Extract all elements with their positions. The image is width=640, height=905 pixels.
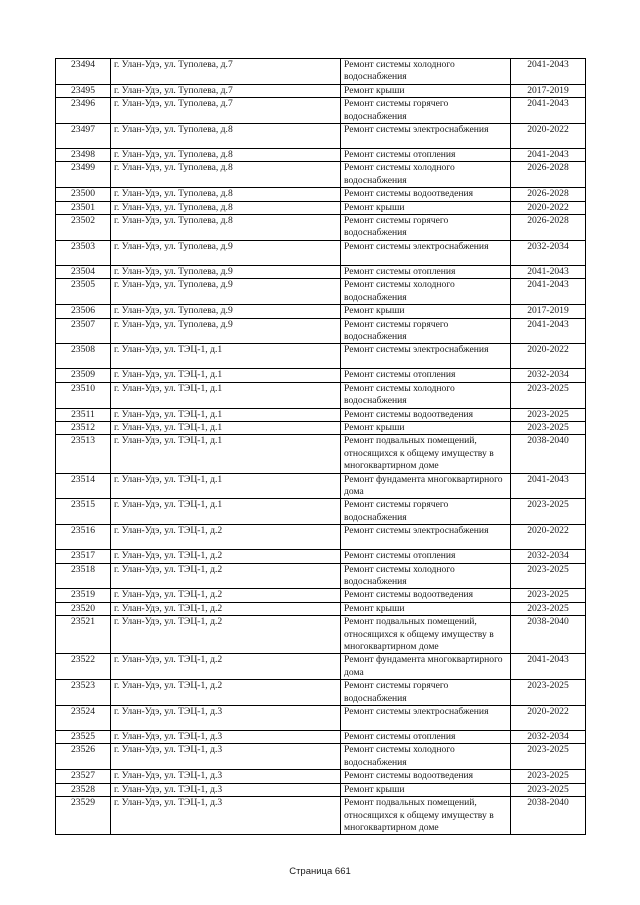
address-cell: г. Улан-Удэ, ул. Туполева, д.8 [111, 124, 341, 149]
address-cell: г. Улан-Удэ, ул. ТЭЦ-1, д.3 [111, 783, 341, 796]
row-number-cell: 23517 [56, 550, 111, 563]
table-body [56, 59, 586, 835]
table-row [56, 59, 586, 85]
table-row [56, 84, 586, 97]
period-cell: 2023-2025 [511, 589, 586, 602]
work-type-cell: Ремонт системы горячего водоснабжения [341, 680, 511, 706]
row-number-cell: 23505 [56, 279, 111, 305]
address-cell: г. Улан-Удэ, ул. ТЭЦ-1, д.3 [111, 770, 341, 783]
table-row [56, 98, 586, 124]
row-number-cell: 23526 [56, 744, 111, 770]
period-cell: 2026-2028 [511, 162, 586, 188]
row-number-cell: 23523 [56, 680, 111, 706]
work-type-cell: Ремонт системы водоотведения [341, 408, 511, 421]
table-row [56, 706, 586, 731]
row-number-cell: 23496 [56, 98, 111, 124]
address-cell: г. Улан-Удэ, ул. ТЭЦ-1, д.1 [111, 499, 341, 525]
work-type-cell: Ремонт крыши [341, 84, 511, 97]
row-number-cell: 23525 [56, 731, 111, 744]
period-cell: 2032-2034 [511, 550, 586, 563]
row-number-cell: 23494 [56, 59, 111, 85]
table-row [56, 616, 586, 654]
work-type-cell: Ремонт системы горячего водоснабжения [341, 98, 511, 124]
work-type-cell: Ремонт системы холодного водоснабжения [341, 162, 511, 188]
address-cell: г. Улан-Удэ, ул. Туполева, д.8 [111, 162, 341, 188]
period-cell: 2041-2043 [511, 149, 586, 162]
row-number-cell: 23529 [56, 797, 111, 835]
work-type-cell: Ремонт системы отопления [341, 550, 511, 563]
row-number-cell: 23504 [56, 265, 111, 278]
period-cell: 2020-2022 [511, 124, 586, 149]
work-type-cell: Ремонт подвальных помещений, относящихся к общему имуществу в многоквартирном доме [341, 435, 511, 473]
address-cell: г. Улан-Удэ, ул. ТЭЦ-1, д.2 [111, 525, 341, 550]
period-cell: 2020-2022 [511, 525, 586, 550]
row-number-cell: 23508 [56, 344, 111, 369]
table-row [56, 305, 586, 318]
address-cell: г. Улан-Удэ, ул. Туполева, д.9 [111, 305, 341, 318]
work-type-cell: Ремонт системы отопления [341, 265, 511, 278]
address-cell: г. Улан-Удэ, ул. ТЭЦ-1, д.2 [111, 550, 341, 563]
work-type-cell: Ремонт фундамента многоквартирного дома [341, 654, 511, 680]
address-cell: г. Улан-Удэ, ул. ТЭЦ-1, д.2 [111, 654, 341, 680]
page-number: Страница 661 [289, 866, 351, 877]
row-number-cell: 23512 [56, 421, 111, 434]
period-cell: 2041-2043 [511, 59, 586, 85]
period-cell: 2023-2025 [511, 744, 586, 770]
address-cell: г. Улан-Удэ, ул. Туполева, д.9 [111, 265, 341, 278]
address-cell: г. Улан-Удэ, ул. ТЭЦ-1, д.1 [111, 473, 341, 499]
table-row [56, 215, 586, 241]
period-cell: 2041-2043 [511, 654, 586, 680]
table-row [56, 149, 586, 162]
table-row [56, 265, 586, 278]
table-row [56, 279, 586, 305]
table-row [56, 499, 586, 525]
address-cell: г. Улан-Удэ, ул. ТЭЦ-1, д.2 [111, 616, 341, 654]
row-number-cell: 23528 [56, 783, 111, 796]
address-cell: г. Улан-Удэ, ул. Туполева, д.9 [111, 318, 341, 344]
table-row [56, 602, 586, 615]
table-row [56, 435, 586, 473]
work-type-cell: Ремонт системы электроснабжения [341, 706, 511, 731]
row-number-cell: 23502 [56, 215, 111, 241]
address-cell: г. Улан-Удэ, ул. ТЭЦ-1, д.2 [111, 589, 341, 602]
address-cell: г. Улан-Удэ, ул. Туполева, д.8 [111, 215, 341, 241]
table-row [56, 369, 586, 382]
period-cell: 2020-2022 [511, 201, 586, 214]
address-cell: г. Улан-Удэ, ул. ТЭЦ-1, д.1 [111, 382, 341, 408]
work-type-cell: Ремонт системы водоотведения [341, 770, 511, 783]
period-cell: 2041-2043 [511, 279, 586, 305]
row-number-cell: 23524 [56, 706, 111, 731]
work-type-cell: Ремонт системы холодного водоснабжения [341, 59, 511, 85]
period-cell: 2020-2022 [511, 706, 586, 731]
table-row [56, 589, 586, 602]
row-number-cell: 23511 [56, 408, 111, 421]
table-row [56, 525, 586, 550]
address-cell: г. Улан-Удэ, ул. Туполева, д.7 [111, 59, 341, 85]
address-cell: г. Улан-Удэ, ул. ТЭЦ-1, д.1 [111, 421, 341, 434]
table-row [56, 421, 586, 434]
table-row [56, 731, 586, 744]
table-row [56, 744, 586, 770]
table-row [56, 188, 586, 201]
address-cell: г. Улан-Удэ, ул. ТЭЦ-1, д.2 [111, 680, 341, 706]
period-cell: 2038-2040 [511, 797, 586, 835]
row-number-cell: 23522 [56, 654, 111, 680]
row-number-cell: 23503 [56, 240, 111, 265]
work-type-cell: Ремонт системы электроснабжения [341, 124, 511, 149]
work-type-cell: Ремонт системы водоотведения [341, 188, 511, 201]
work-type-cell: Ремонт крыши [341, 201, 511, 214]
address-cell: г. Улан-Удэ, ул. Туполева, д.8 [111, 201, 341, 214]
address-cell: г. Улан-Удэ, ул. Туполева, д.7 [111, 98, 341, 124]
table-row [56, 680, 586, 706]
work-type-cell: Ремонт системы электроснабжения [341, 525, 511, 550]
work-type-cell: Ремонт системы отопления [341, 731, 511, 744]
period-cell: 2020-2022 [511, 344, 586, 369]
work-type-cell: Ремонт системы электроснабжения [341, 344, 511, 369]
table-row [56, 797, 586, 835]
table-row [56, 770, 586, 783]
work-type-cell: Ремонт системы электроснабжения [341, 240, 511, 265]
work-type-cell: Ремонт системы отопления [341, 149, 511, 162]
address-cell: г. Улан-Удэ, ул. ТЭЦ-1, д.1 [111, 369, 341, 382]
table-row [56, 563, 586, 589]
row-number-cell: 23510 [56, 382, 111, 408]
period-cell: 2032-2034 [511, 240, 586, 265]
work-type-cell: Ремонт крыши [341, 783, 511, 796]
period-cell: 2023-2025 [511, 770, 586, 783]
table-row [56, 550, 586, 563]
period-cell: 2026-2028 [511, 188, 586, 201]
row-number-cell: 23498 [56, 149, 111, 162]
table-row [56, 344, 586, 369]
row-number-cell: 23506 [56, 305, 111, 318]
period-cell: 2023-2025 [511, 408, 586, 421]
period-cell: 2038-2040 [511, 616, 586, 654]
table-row [56, 783, 586, 796]
table-row [56, 408, 586, 421]
period-cell: 2032-2034 [511, 369, 586, 382]
address-cell: г. Улан-Удэ, ул. Туполева, д.8 [111, 188, 341, 201]
period-cell: 2038-2040 [511, 435, 586, 473]
row-number-cell: 23497 [56, 124, 111, 149]
work-type-cell: Ремонт системы горячего водоснабжения [341, 215, 511, 241]
table-row [56, 124, 586, 149]
row-number-cell: 23500 [56, 188, 111, 201]
row-number-cell: 23519 [56, 589, 111, 602]
table-row [56, 162, 586, 188]
row-number-cell: 23518 [56, 563, 111, 589]
address-cell: г. Улан-Удэ, ул. ТЭЦ-1, д.3 [111, 731, 341, 744]
table-row [56, 473, 586, 499]
repair-schedule-table [55, 58, 586, 835]
row-number-cell: 23514 [56, 473, 111, 499]
row-number-cell: 23516 [56, 525, 111, 550]
work-type-cell: Ремонт крыши [341, 305, 511, 318]
address-cell: г. Улан-Удэ, ул. Туполева, д.8 [111, 149, 341, 162]
table-row [56, 654, 586, 680]
work-type-cell: Ремонт системы горячего водоснабжения [341, 318, 511, 344]
row-number-cell: 23515 [56, 499, 111, 525]
work-type-cell: Ремонт крыши [341, 421, 511, 434]
period-cell: 2023-2025 [511, 382, 586, 408]
address-cell: г. Улан-Удэ, ул. Туполева, д.7 [111, 84, 341, 97]
period-cell: 2041-2043 [511, 265, 586, 278]
address-cell: г. Улан-Удэ, ул. ТЭЦ-1, д.3 [111, 797, 341, 835]
address-cell: г. Улан-Удэ, ул. ТЭЦ-1, д.1 [111, 435, 341, 473]
work-type-cell: Ремонт подвальных помещений, относящихся к общему имуществу в многоквартирном доме [341, 797, 511, 835]
work-type-cell: Ремонт системы холодного водоснабжения [341, 279, 511, 305]
address-cell: г. Улан-Удэ, ул. ТЭЦ-1, д.3 [111, 706, 341, 731]
row-number-cell: 23520 [56, 602, 111, 615]
address-cell: г. Улан-Удэ, ул. Туполева, д.9 [111, 279, 341, 305]
address-cell: г. Улан-Удэ, ул. Туполева, д.9 [111, 240, 341, 265]
period-cell: 2023-2025 [511, 783, 586, 796]
period-cell: 2041-2043 [511, 473, 586, 499]
period-cell: 2023-2025 [511, 499, 586, 525]
address-cell: г. Улан-Удэ, ул. ТЭЦ-1, д.2 [111, 563, 341, 589]
work-type-cell: Ремонт системы холодного водоснабжения [341, 382, 511, 408]
period-cell: 2041-2043 [511, 98, 586, 124]
row-number-cell: 23499 [56, 162, 111, 188]
table-row [56, 240, 586, 265]
row-number-cell: 23527 [56, 770, 111, 783]
period-cell: 2023-2025 [511, 602, 586, 615]
period-cell: 2023-2025 [511, 680, 586, 706]
row-number-cell: 23513 [56, 435, 111, 473]
work-type-cell: Ремонт системы горячего водоснабжения [341, 499, 511, 525]
row-number-cell: 23495 [56, 84, 111, 97]
row-number-cell: 23509 [56, 369, 111, 382]
work-type-cell: Ремонт системы отопления [341, 369, 511, 382]
address-cell: г. Улан-Удэ, ул. ТЭЦ-1, д.2 [111, 602, 341, 615]
work-type-cell: Ремонт фундамента многоквартирного дома [341, 473, 511, 499]
period-cell: 2017-2019 [511, 84, 586, 97]
work-type-cell: Ремонт системы водоотведения [341, 589, 511, 602]
work-type-cell: Ремонт системы холодного водоснабжения [341, 744, 511, 770]
row-number-cell: 23507 [56, 318, 111, 344]
row-number-cell: 23501 [56, 201, 111, 214]
row-number-cell: 23521 [56, 616, 111, 654]
period-cell: 2041-2043 [511, 318, 586, 344]
work-type-cell: Ремонт подвальных помещений, относящихся к общему имуществу в многоквартирном доме [341, 616, 511, 654]
period-cell: 2023-2025 [511, 563, 586, 589]
period-cell: 2026-2028 [511, 215, 586, 241]
table-row [56, 318, 586, 344]
work-type-cell: Ремонт системы холодного водоснабжения [341, 563, 511, 589]
period-cell: 2017-2019 [511, 305, 586, 318]
table-row [56, 201, 586, 214]
period-cell: 2032-2034 [511, 731, 586, 744]
work-type-cell: Ремонт крыши [341, 602, 511, 615]
address-cell: г. Улан-Удэ, ул. ТЭЦ-1, д.1 [111, 408, 341, 421]
period-cell: 2023-2025 [511, 421, 586, 434]
address-cell: г. Улан-Удэ, ул. ТЭЦ-1, д.1 [111, 344, 341, 369]
table-row [56, 382, 586, 408]
address-cell: г. Улан-Удэ, ул. ТЭЦ-1, д.3 [111, 744, 341, 770]
